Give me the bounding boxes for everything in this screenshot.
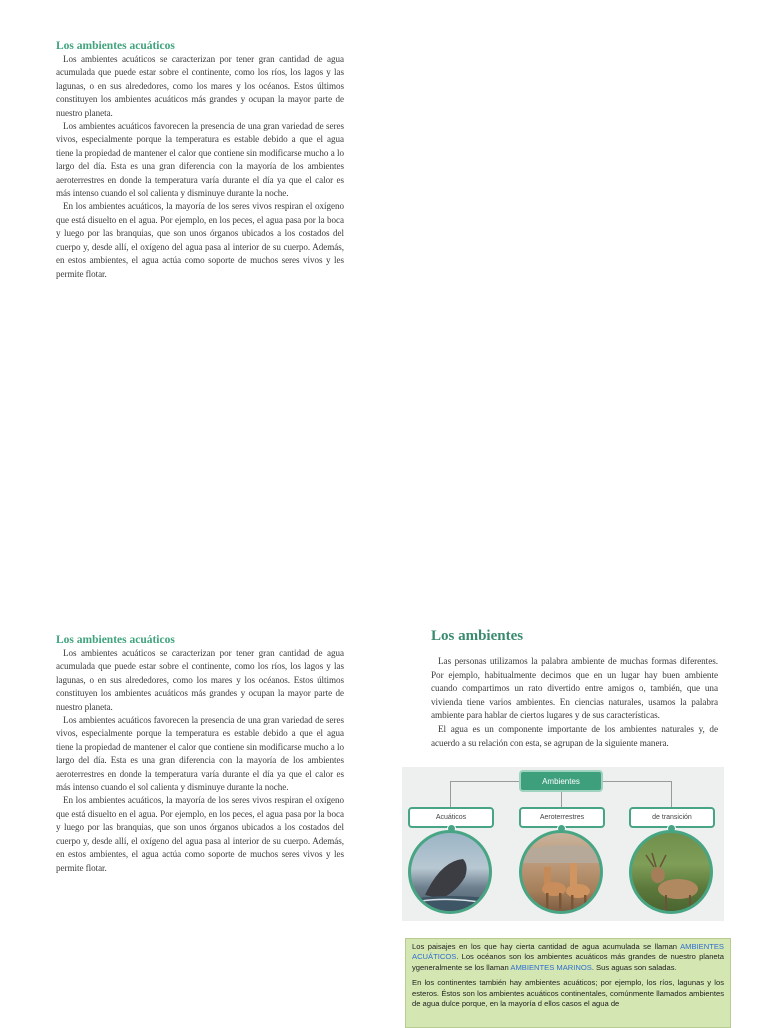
connector-line: [450, 781, 451, 807]
left-section-top: [56, 40, 344, 281]
paragraph: En los ambientes acuáticos, la mayoría de los seres vivos respiran el oxígeno que está disuelto en el agua. Por ejemplo, en los peces, el agua pasa por la boca y luego por las branquias, que son unos órganos ubicados a los costados del cuerpo y, desde allí, el oxígeno del agua pasa al interior de su cuerpo. Además, en estos ambientes, el agua actúa como soporte de muchos seres vivos y les permite flotar.: [56, 201, 344, 279]
left-section-bottom: [56, 634, 344, 875]
paragraph: El agua es un componente importante de los ambientes naturales y, de acuerdo a su relación con esta, se agrupan de la siguiente manera.: [431, 723, 718, 748]
note-paragraph: En los continentes también hay ambientes acuáticos; por ejemplo, los ríos, lagunas y los esteros. Éstos son los ambientes acuáticos continentales, comúnmente llamados ambientes de agua dulce porque, en la mayoría d ellos casos el agua de: [412, 978, 724, 1009]
whale-icon: [411, 833, 492, 914]
node-aeroterrestres: Aeroterrestres: [519, 807, 605, 828]
paragraph: Las personas utilizamos la palabra ambiente de muchas formas diferentes. Por ejemplo, habitualmente decimos que en un lugar hay buen ambiente cuando compartimos un rato divertido entre amigos o, también, que una vivienda tiene varios ambientes. En ciencias naturales, usamos la palabra ambiente para hablar de ciertos lugares y de sus características.: [431, 656, 718, 721]
node-transicion: de transición: [629, 807, 715, 828]
root-node: Ambientes: [519, 770, 603, 792]
note-text: . Sus aguas son saladas.: [591, 962, 677, 972]
highlight-term: AMBIENTES ACUÁTICOS: [412, 942, 724, 962]
paragraph: Los ambientes acuáticos se caracterizan por tener gran cantidad de agua acumulada que puede estar sobre el continente, como los ríos, los lagos y las lagunas, o en sus alrededores, como los mares y los océanos. Estos últimos constituyen los ambientes acuáticos más grandes y ocupan la mayor parte de nuestro planeta.: [56, 648, 344, 712]
note-paragraph: [412, 942, 724, 973]
note-text: Los paisajes en los que hay cierta cantidad de agua acumulada se llaman: [412, 942, 678, 951]
guanaco-image: [519, 830, 603, 914]
connector-line: [561, 792, 562, 807]
paragraph: Los ambientes acuáticos se caracterizan por tener gran cantidad de agua acumulada que puede estar sobre el continente, como los ríos, los lagos y las lagunas, o en sus alrededores, como los mares y los océanos. Estos últimos constituyen los ambientes acuáticos más grandes y ocupan la mayor parte de nuestro planeta.: [56, 54, 344, 118]
node-acuaticos: Acuáticos: [408, 807, 494, 828]
deer-image: [629, 830, 713, 914]
section-title: Los ambientes acuáticos: [56, 634, 175, 646]
paragraph: Los ambientes acuáticos favorecen la presencia de una gran variedad de seres vivos, especialmente porque la temperatura es estable debido a que el agua tiene la propiedad de mantener el calor que contiene sin modificarse mucho a lo largo del día. Esta es una gran diferencia con la mayoría de los ambientes aeroterrestres en donde la temperatura varía durante el día ya que el calor es más intenso cuando el sol calienta y disminuye durante la noche.: [56, 121, 344, 199]
deer-icon: [632, 833, 713, 914]
info-note: [405, 938, 731, 1028]
right-body: [431, 655, 718, 750]
highlight-term: AMBIENTES MARINOS: [510, 962, 592, 972]
connector-line: [450, 781, 519, 782]
connector-line: [671, 781, 672, 807]
connector-line: [603, 781, 671, 782]
note-text: . Los océanos son los ambientes acuáticos más grandes de nuestro planeta ygeneralmente se los llaman: [412, 952, 724, 972]
guanaco-icon: [522, 833, 603, 914]
paragraph: En los ambientes acuáticos, la mayoría de los seres vivos respiran el oxígeno que está disuelto en el agua. Por ejemplo, en los peces, el agua pasa por la boca y luego por las branquias, que son unos órganos ubicados a los costados del cuerpo y, desde allí, el oxígeno del agua pasa al interior de su cuerpo. Además, en estos ambientes, el agua actúa como soporte de muchos seres vivos y les permite flotar.: [56, 795, 344, 873]
whale-image: [408, 830, 492, 914]
section-title: Los ambientes acuáticos: [56, 40, 175, 52]
paragraph: Los ambientes acuáticos favorecen la presencia de una gran variedad de seres vivos, especialmente porque la temperatura es estable debido a que el agua tiene la propiedad de mantener el calor que contiene sin modificarse mucho a lo largo del día. Esta es una gran diferencia con la mayoría de los ambientes aeroterrestres en donde la temperatura varía durante el día ya que el calor es más intenso cuando el sol calienta y disminuye durante la noche.: [56, 715, 344, 793]
ambientes-diagram: [402, 767, 724, 921]
page-title: Los ambientes: [431, 628, 524, 644]
